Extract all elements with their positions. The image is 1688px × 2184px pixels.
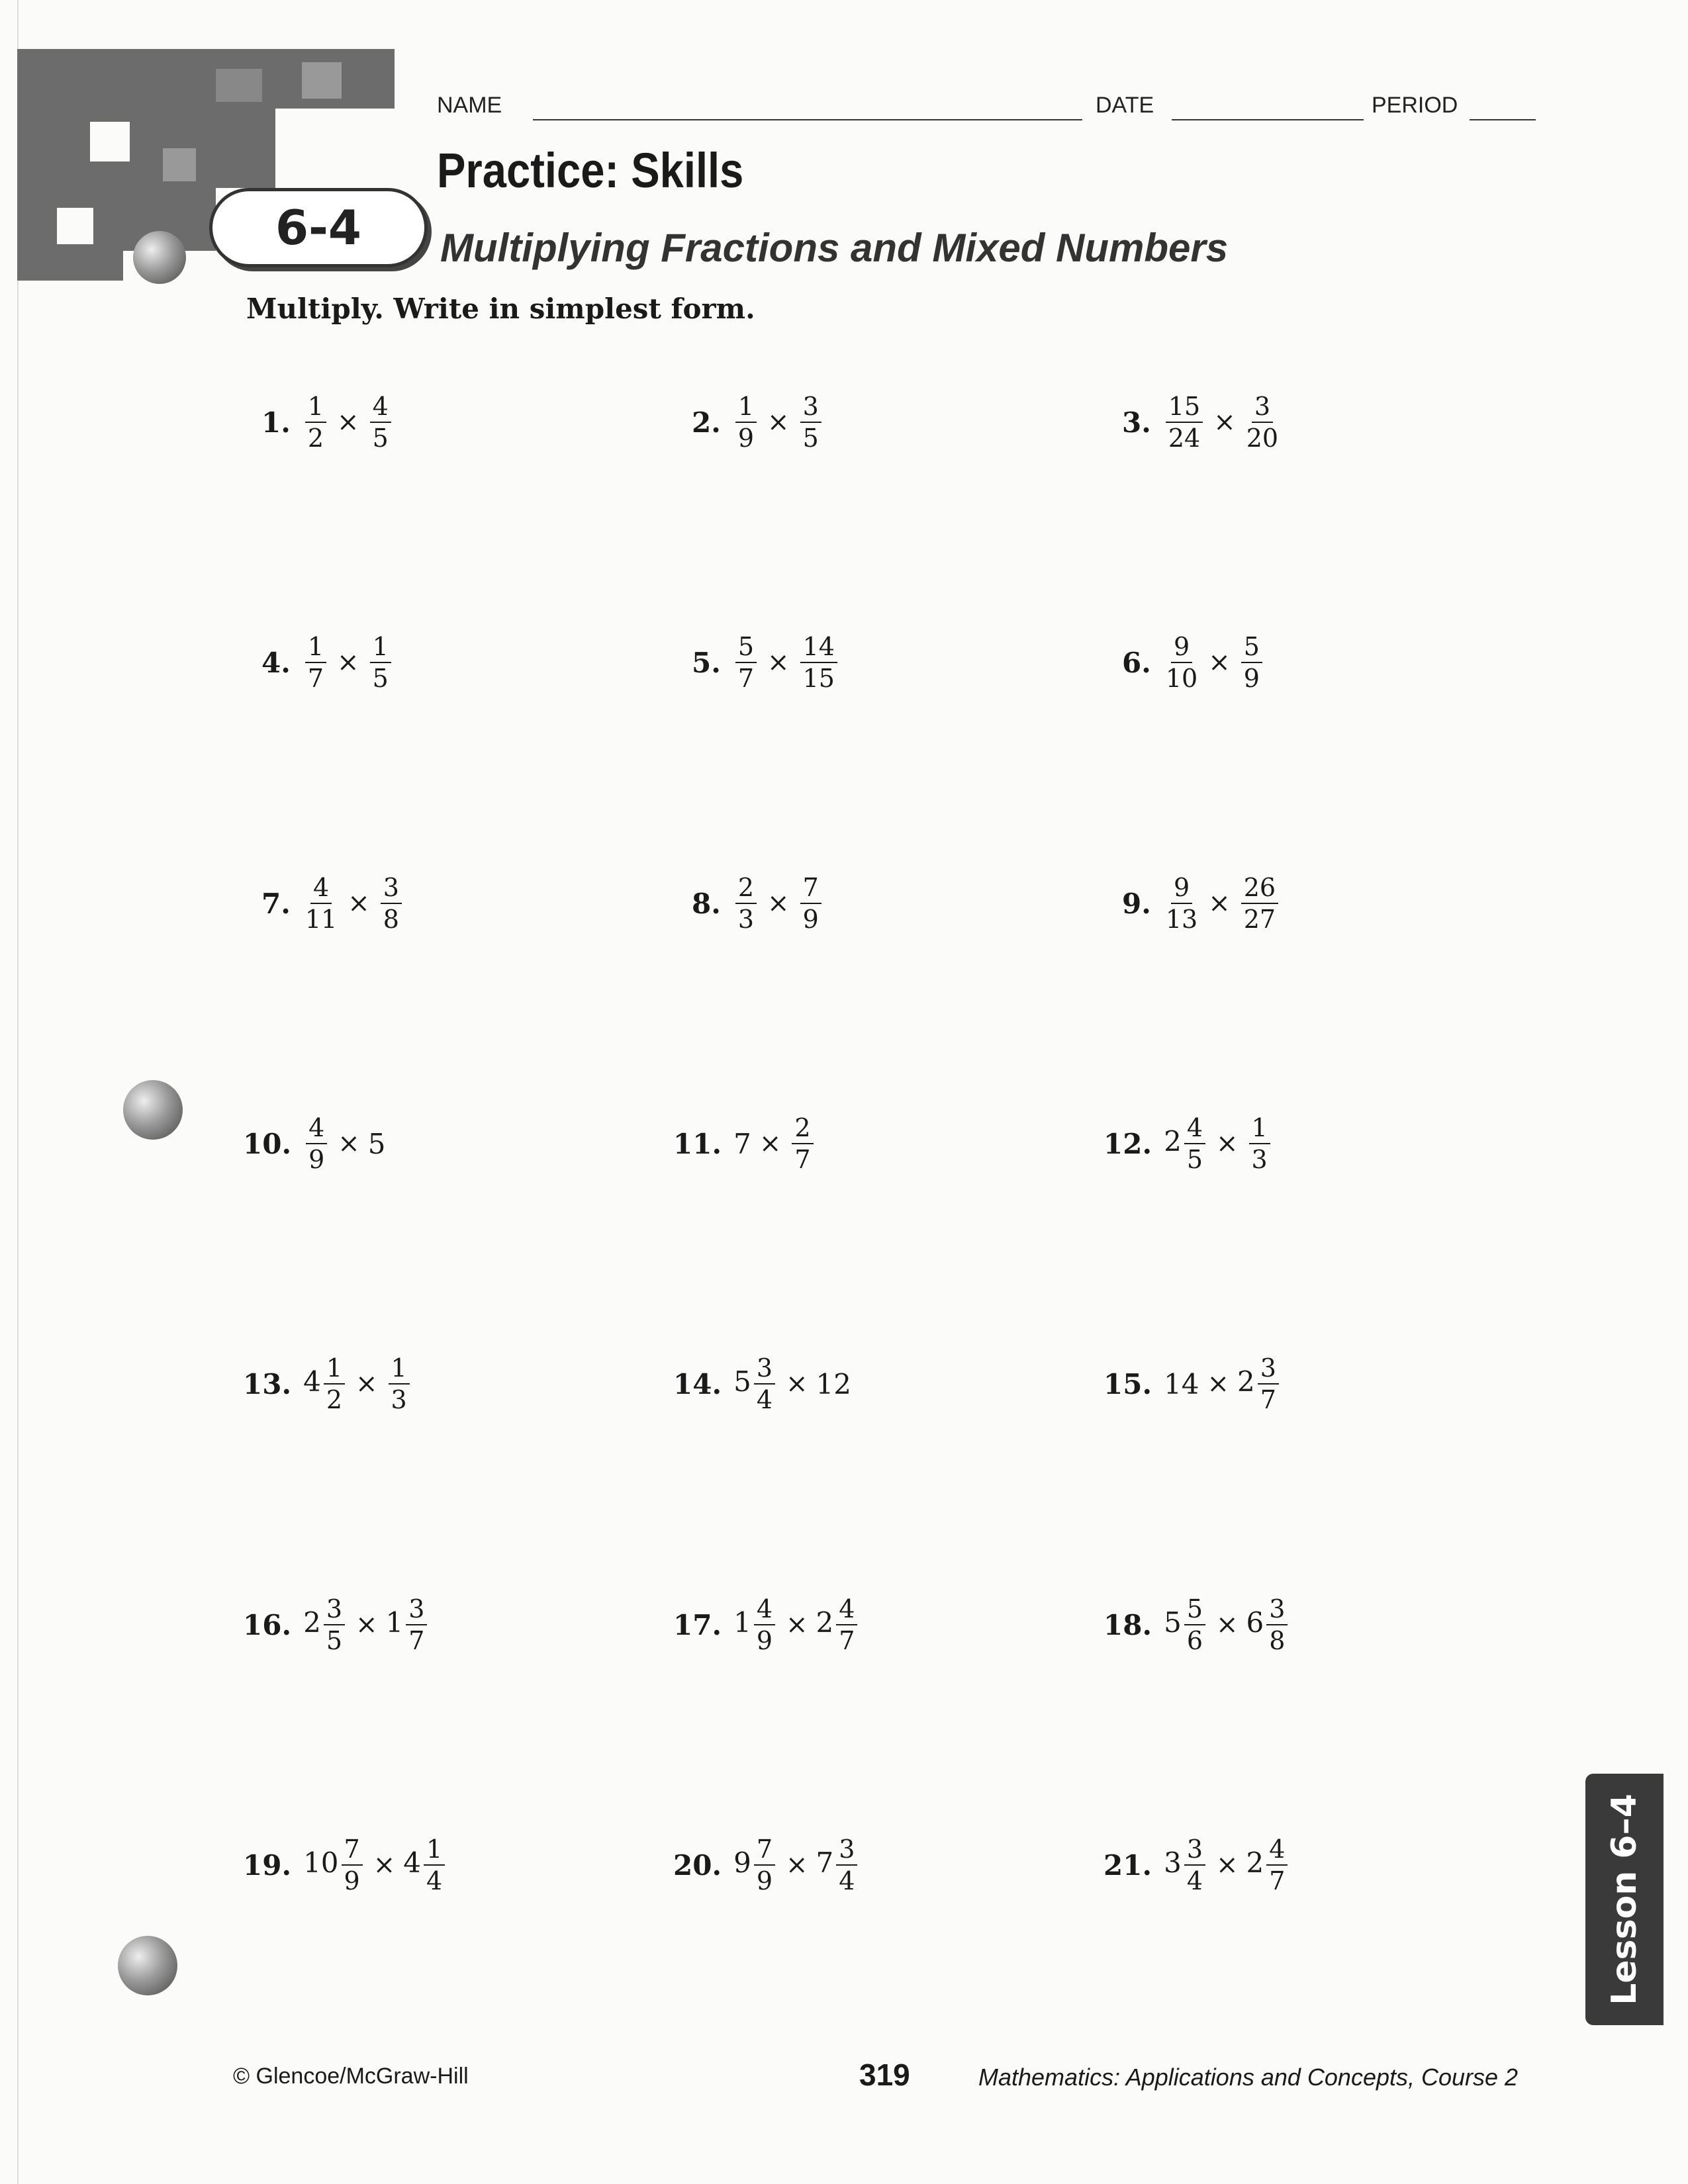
denominator: 9 [756, 1866, 773, 1895]
denominator: 4 [756, 1385, 773, 1414]
numerator: 9 [1171, 634, 1192, 663]
page-title: Practice: Skills [437, 143, 744, 198]
fraction [324, 1355, 345, 1412]
operand [733, 394, 759, 451]
problem-number: 16. [243, 1608, 292, 1641]
numerator: 1 [324, 1355, 345, 1385]
fraction [1266, 1837, 1288, 1893]
fraction [305, 634, 326, 691]
denominator: 3 [1251, 1145, 1268, 1174]
denominator: 5 [326, 1626, 342, 1655]
problem-number: 5. [692, 646, 721, 679]
denominator: 9 [308, 1145, 325, 1174]
operand [1163, 634, 1200, 691]
numerator: 2 [735, 875, 757, 904]
numerator: 26 [1241, 875, 1278, 904]
times-sign: × [786, 1610, 808, 1640]
fraction [754, 1837, 775, 1893]
fraction [735, 875, 757, 932]
times-sign: × [767, 407, 790, 437]
operand [798, 394, 824, 451]
numerator: 7 [754, 1837, 775, 1866]
operand [1246, 1837, 1291, 1893]
operand [303, 875, 340, 932]
fraction [754, 1355, 775, 1412]
fraction [324, 1596, 345, 1653]
whole-number: 2 [303, 1606, 321, 1639]
denominator: 4 [1186, 1866, 1203, 1895]
problem-item [692, 875, 824, 932]
whole-number: 2 [1237, 1365, 1255, 1398]
numerator: 3 [836, 1837, 857, 1866]
times-sign: × [1216, 1610, 1239, 1640]
denominator: 7 [794, 1145, 811, 1174]
fraction [381, 875, 402, 932]
fraction [754, 1596, 775, 1653]
fraction [1258, 1355, 1279, 1412]
footer-copyright: © Glencoe/McGraw-Hill [233, 2064, 469, 2089]
date-field[interactable] [1172, 119, 1364, 120]
whole-number: 12 [816, 1367, 851, 1400]
denominator: 9 [802, 905, 819, 934]
whole-number: 14 [1164, 1367, 1199, 1400]
times-sign: × [355, 1369, 378, 1399]
numerator: 1 [370, 634, 391, 663]
denominator: 5 [1186, 1145, 1203, 1174]
numerator: 1 [389, 1355, 410, 1385]
operand [733, 875, 759, 932]
operand [367, 394, 394, 451]
whole-number: 5 [367, 1127, 386, 1160]
times-sign: × [786, 1369, 808, 1399]
problem-number: 21. [1103, 1848, 1152, 1882]
times-sign: × [1208, 888, 1231, 919]
whole-number: 3 [1164, 1846, 1182, 1879]
page-edge [17, 0, 19, 2184]
numerator: 7 [800, 875, 821, 904]
numerator: 1 [305, 394, 326, 423]
problem-item [1122, 634, 1265, 691]
numerator: 4 [1266, 1837, 1288, 1866]
times-sign: × [767, 888, 790, 919]
whole-number: 10 [303, 1846, 339, 1879]
denominator: 9 [756, 1626, 773, 1655]
whole-number: 7 [733, 1127, 751, 1160]
whole-number: 2 [1164, 1125, 1182, 1158]
denominator: 3 [737, 905, 755, 934]
times-sign: × [767, 647, 790, 678]
operand [1237, 1355, 1282, 1412]
fraction [735, 634, 757, 691]
period-label: PERIOD [1372, 93, 1458, 118]
denominator: 7 [1260, 1385, 1276, 1414]
fraction [1246, 394, 1278, 451]
numerator: 3 [1258, 1355, 1279, 1385]
problem-item [243, 1837, 447, 1893]
problem-number: 10. [243, 1127, 292, 1160]
problem-item [673, 1355, 851, 1412]
numerator: 1 [424, 1837, 445, 1866]
ball-icon [123, 1080, 183, 1140]
numerator: 14 [800, 634, 837, 663]
denominator: 8 [383, 905, 399, 934]
denominator: 5 [372, 424, 389, 453]
operand [733, 634, 759, 691]
fraction [1266, 1596, 1288, 1653]
times-sign: × [348, 888, 370, 919]
fraction [305, 875, 337, 932]
fraction [1184, 1837, 1205, 1893]
denominator: 9 [1243, 664, 1260, 693]
denominator: 20 [1246, 424, 1279, 453]
problem-number: 14. [673, 1367, 722, 1400]
problem-number: 3. [1122, 406, 1151, 439]
denominator: 6 [1186, 1626, 1203, 1655]
operand [1163, 394, 1205, 451]
operand [816, 1837, 861, 1893]
problem-number: 7. [261, 887, 291, 920]
fraction [424, 1837, 445, 1893]
fraction [1166, 875, 1197, 932]
lesson-badge [209, 188, 428, 267]
times-sign: × [355, 1610, 378, 1640]
denominator: 15 [802, 664, 835, 693]
whole-number: 2 [1246, 1846, 1264, 1879]
times-sign: × [1216, 1850, 1239, 1880]
denominator: 10 [1165, 664, 1198, 693]
numerator: 2 [792, 1115, 813, 1144]
problem-number: 17. [673, 1608, 722, 1641]
fraction [342, 1837, 363, 1893]
operand [733, 1837, 778, 1893]
problem-number: 8. [692, 887, 721, 920]
fraction [1184, 1596, 1205, 1653]
problem-number: 20. [673, 1848, 722, 1882]
numerator: 3 [1252, 394, 1273, 423]
operand [1164, 1837, 1208, 1893]
denominator: 4 [839, 1866, 855, 1895]
fraction [1166, 394, 1203, 451]
period-field[interactable] [1470, 119, 1536, 120]
problem-item [1122, 394, 1281, 451]
numerator: 5 [1184, 1596, 1205, 1625]
operand [1163, 875, 1200, 932]
numerator: 3 [1184, 1837, 1205, 1866]
operand [798, 875, 824, 932]
numerator: 4 [370, 394, 391, 423]
operand [733, 1596, 778, 1653]
operand [1164, 1368, 1199, 1400]
numerator: 3 [381, 875, 402, 904]
times-sign: × [786, 1850, 808, 1880]
operand [386, 1355, 412, 1412]
denominator: 7 [1269, 1866, 1286, 1895]
denominator: 4 [426, 1866, 443, 1895]
whole-number: 1 [385, 1606, 404, 1639]
numerator: 5 [735, 634, 757, 663]
footer-page-number: 319 [859, 2058, 910, 2092]
denominator: 3 [391, 1385, 407, 1414]
whole-number: 2 [816, 1606, 834, 1639]
fraction [1241, 875, 1278, 932]
problem-item [261, 875, 404, 932]
problem-item [1103, 1355, 1282, 1412]
operand [303, 394, 329, 451]
operand [386, 1596, 430, 1653]
denominator: 2 [326, 1385, 342, 1414]
fraction [836, 1596, 857, 1653]
name-field[interactable] [533, 119, 1082, 120]
problem-number: 4. [261, 646, 291, 679]
denominator: 27 [1243, 905, 1276, 934]
problem-number: 1. [261, 406, 291, 439]
whole-number: 6 [1246, 1606, 1264, 1639]
times-sign: × [337, 647, 359, 678]
times-sign: × [759, 1128, 782, 1159]
whole-number: 5 [733, 1365, 751, 1398]
whole-number: 5 [1164, 1606, 1182, 1639]
operand [816, 1596, 861, 1653]
operand [1246, 1115, 1273, 1172]
instructions: Multiply. Write in simplest form. [246, 293, 755, 325]
denominator: 11 [305, 905, 338, 934]
times-sign: × [1208, 647, 1231, 678]
page-subtitle: Multiplying Fractions and Mixed Numbers [440, 226, 1229, 270]
numerator: 9 [1171, 875, 1192, 904]
fraction [800, 875, 821, 932]
operand [303, 634, 329, 691]
problem-item [692, 394, 824, 451]
numerator: 4 [306, 1115, 327, 1144]
numerator: 4 [836, 1596, 857, 1625]
numerator: 1 [1249, 1115, 1270, 1144]
fraction [800, 634, 837, 691]
numerator: 7 [342, 1837, 363, 1866]
numerator: 4 [1184, 1115, 1205, 1144]
fraction [370, 394, 391, 451]
numerator: 5 [1241, 634, 1262, 663]
denominator: 7 [307, 664, 324, 693]
fraction [370, 634, 391, 691]
denominator: 13 [1165, 905, 1198, 934]
problem-item [1103, 1115, 1273, 1172]
problem-item [1122, 875, 1281, 932]
numerator: 15 [1166, 394, 1203, 423]
problem-item [243, 1115, 386, 1172]
problem-number: 11. [673, 1127, 722, 1160]
denominator: 7 [839, 1626, 855, 1655]
operand [303, 1837, 365, 1893]
operand [733, 1128, 751, 1160]
operand [303, 1596, 348, 1653]
problem-item [673, 1115, 816, 1172]
operand [816, 1368, 851, 1400]
operand [798, 634, 840, 691]
problem-number: 15. [1103, 1367, 1152, 1400]
problem-number: 6. [1122, 646, 1151, 679]
problem-item [243, 1596, 430, 1653]
fraction [1249, 1115, 1270, 1172]
problem-item [261, 394, 394, 451]
denominator: 7 [408, 1626, 425, 1655]
operand [1246, 1596, 1291, 1653]
operand [1244, 394, 1281, 451]
fraction [792, 1115, 813, 1172]
times-sign: × [337, 407, 359, 437]
whole-number: 7 [816, 1846, 834, 1879]
footer-book-title: Mathematics: Applications and Concepts, Course 2 [978, 2064, 1519, 2091]
problem-number: 18. [1103, 1608, 1152, 1641]
times-sign: × [373, 1850, 396, 1880]
problem-number: 2. [692, 406, 721, 439]
fraction [406, 1596, 427, 1653]
numerator: 3 [754, 1355, 775, 1385]
denominator: 2 [307, 424, 324, 453]
fraction [1241, 634, 1262, 691]
numerator: 3 [1266, 1596, 1288, 1625]
denominator: 5 [802, 424, 819, 453]
problem-number: 12. [1103, 1127, 1152, 1160]
lesson-side-tab [1585, 1774, 1664, 2025]
operand [403, 1837, 447, 1893]
numerator: 3 [800, 394, 821, 423]
numerator: 4 [754, 1596, 775, 1625]
lesson-side-tab-label: Lesson 6–4 [1605, 1794, 1645, 2005]
problem-item [1103, 1837, 1290, 1893]
date-label: DATE [1096, 93, 1154, 118]
operand [1239, 875, 1281, 932]
denominator: 9 [737, 424, 755, 453]
times-sign: × [1207, 1369, 1230, 1399]
denominator: 24 [1168, 424, 1201, 453]
numerator: 1 [305, 634, 326, 663]
operand [1164, 1596, 1208, 1653]
name-label: NAME [437, 93, 502, 118]
fraction [800, 394, 821, 451]
times-sign: × [1216, 1128, 1239, 1159]
numerator: 4 [310, 875, 332, 904]
problem-number: 9. [1122, 887, 1151, 920]
fraction [389, 1355, 410, 1412]
problem-item [261, 634, 394, 691]
operand [367, 634, 394, 691]
ball-icon [118, 1936, 177, 1995]
operand [368, 1128, 386, 1160]
ball-icon [133, 231, 186, 284]
whole-number: 9 [733, 1846, 751, 1879]
problem-item [673, 1837, 860, 1893]
fraction [1184, 1115, 1205, 1172]
fraction [1166, 634, 1197, 691]
times-sign: × [1213, 407, 1236, 437]
problem-number: 13. [243, 1367, 292, 1400]
numerator: 3 [406, 1596, 427, 1625]
lesson-badge-label: 6-4 [275, 200, 362, 255]
problem-item [1103, 1596, 1290, 1653]
fraction [306, 1115, 327, 1172]
problem-number: 19. [243, 1848, 292, 1882]
operand [789, 1115, 816, 1172]
fraction [305, 394, 326, 451]
denominator: 7 [737, 664, 755, 693]
operand [733, 1355, 778, 1412]
header-graphic [17, 49, 401, 281]
denominator: 9 [344, 1866, 360, 1895]
numerator: 3 [324, 1596, 345, 1625]
operand [1239, 634, 1265, 691]
problem-item [243, 1355, 412, 1412]
problem-item [673, 1596, 860, 1653]
operand [1164, 1115, 1208, 1172]
whole-number: 1 [733, 1606, 751, 1639]
whole-number: 4 [403, 1846, 421, 1879]
numerator: 1 [735, 394, 757, 423]
fraction [735, 394, 757, 451]
denominator: 5 [372, 664, 389, 693]
whole-number: 4 [303, 1365, 321, 1398]
operand [303, 1115, 330, 1172]
operand [303, 1355, 348, 1412]
denominator: 8 [1269, 1626, 1286, 1655]
operand [378, 875, 404, 932]
fraction [836, 1837, 857, 1893]
problem-item [692, 634, 840, 691]
times-sign: × [338, 1128, 360, 1159]
